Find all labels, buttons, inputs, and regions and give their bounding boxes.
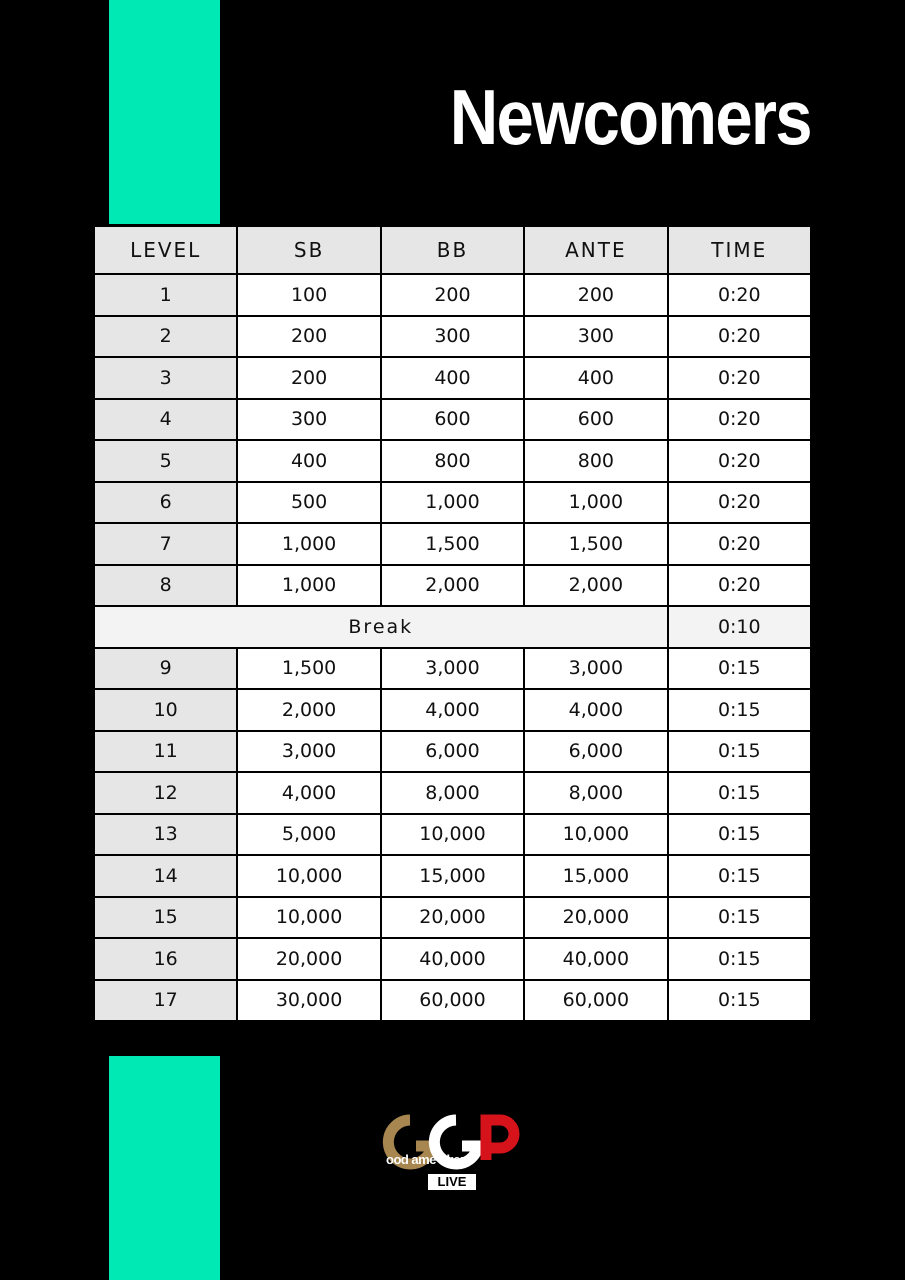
table-row [94,731,811,773]
ante-cell: 1,500 [524,523,667,565]
time-cell: 0:20 [668,482,811,524]
level-cell: 17 [94,980,237,1022]
table-row [94,855,811,897]
ante-cell: 6,000 [524,731,667,773]
break-row [94,606,811,648]
bb-cell: 300 [381,316,524,358]
level-cell: 6 [94,482,237,524]
table-row [94,316,811,358]
ante-cell: 200 [524,274,667,316]
level-cell: 7 [94,523,237,565]
header-ante: ANTE [524,226,667,274]
sb-cell: 4,000 [237,772,380,814]
logo-live-badge: LIVE [428,1174,476,1190]
ante-cell: 40,000 [524,938,667,980]
level-cell: 2 [94,316,237,358]
time-cell: 0:20 [668,274,811,316]
time-cell: 0:20 [668,399,811,441]
level-cell: 12 [94,772,237,814]
table-row [94,482,811,524]
logo-wordmark: ood ame oker [386,1152,465,1167]
level-cell: 8 [94,565,237,607]
time-cell: 0:15 [668,772,811,814]
time-cell: 0:20 [668,523,811,565]
table-row [94,399,811,441]
time-cell: 0:15 [668,731,811,773]
bb-cell: 400 [381,357,524,399]
sb-cell: 400 [237,440,380,482]
ante-cell: 600 [524,399,667,441]
time-cell: 0:20 [668,440,811,482]
ante-cell: 20,000 [524,897,667,939]
sb-cell: 1,000 [237,523,380,565]
table-row [94,772,811,814]
table-row [94,648,811,690]
ante-cell: 2,000 [524,565,667,607]
level-cell: 10 [94,689,237,731]
ante-cell: 60,000 [524,980,667,1022]
sb-cell: 200 [237,316,380,358]
header-time: TIME [668,226,811,274]
ante-cell: 4,000 [524,689,667,731]
bb-cell: 200 [381,274,524,316]
header-bb: BB [381,226,524,274]
sb-cell: 10,000 [237,897,380,939]
page-title: Newcomers [449,73,811,161]
ante-cell: 300 [524,316,667,358]
time-cell: 0:15 [668,648,811,690]
sb-cell: 500 [237,482,380,524]
level-cell: 3 [94,357,237,399]
time-cell: 0:15 [668,855,811,897]
bb-cell: 8,000 [381,772,524,814]
bb-cell: 600 [381,399,524,441]
level-cell: 16 [94,938,237,980]
level-cell: 4 [94,399,237,441]
ante-cell: 800 [524,440,667,482]
ante-cell: 1,000 [524,482,667,524]
bb-cell: 15,000 [381,855,524,897]
table-row [94,814,811,856]
time-cell: 0:15 [668,814,811,856]
level-cell: 13 [94,814,237,856]
break-time: 0:10 [668,606,811,648]
time-cell: 0:15 [668,689,811,731]
time-cell: 0:15 [668,897,811,939]
table-row [94,897,811,939]
table-row [94,440,811,482]
ante-cell: 400 [524,357,667,399]
table-row [94,274,811,316]
bb-cell: 800 [381,440,524,482]
level-cell: 5 [94,440,237,482]
sb-cell: 1,500 [237,648,380,690]
level-cell: 1 [94,274,237,316]
table-row [94,523,811,565]
table-row [94,980,811,1022]
bb-cell: 20,000 [381,897,524,939]
sb-cell: 3,000 [237,731,380,773]
bb-cell: 3,000 [381,648,524,690]
ante-cell: 15,000 [524,855,667,897]
table-body [94,274,811,1021]
bb-cell: 6,000 [381,731,524,773]
header-sb: SB [237,226,380,274]
table-row [94,357,811,399]
blind-structure-table [93,225,812,1022]
level-cell: 14 [94,855,237,897]
bb-cell: 10,000 [381,814,524,856]
ante-cell: 8,000 [524,772,667,814]
sb-cell: 30,000 [237,980,380,1022]
bb-cell: 60,000 [381,980,524,1022]
sb-cell: 10,000 [237,855,380,897]
sb-cell: 100 [237,274,380,316]
bb-cell: 2,000 [381,565,524,607]
level-cell: 9 [94,648,237,690]
time-cell: 0:20 [668,357,811,399]
sb-cell: 20,000 [237,938,380,980]
time-cell: 0:15 [668,938,811,980]
table-row [94,938,811,980]
sb-cell: 5,000 [237,814,380,856]
accent-bar-bottom [109,1056,220,1280]
sb-cell: 200 [237,357,380,399]
table-header-row [94,226,811,274]
table-row [94,689,811,731]
break-label: Break [94,606,668,648]
time-cell: 0:20 [668,565,811,607]
ante-cell: 10,000 [524,814,667,856]
time-cell: 0:15 [668,980,811,1022]
bb-cell: 40,000 [381,938,524,980]
time-cell: 0:20 [668,316,811,358]
ante-cell: 3,000 [524,648,667,690]
accent-bar-top [109,0,220,224]
header-level: LEVEL [94,226,237,274]
sb-cell: 300 [237,399,380,441]
bb-cell: 1,500 [381,523,524,565]
table-row [94,565,811,607]
sb-cell: 2,000 [237,689,380,731]
level-cell: 11 [94,731,237,773]
bb-cell: 1,000 [381,482,524,524]
sb-cell: 1,000 [237,565,380,607]
level-cell: 15 [94,897,237,939]
bb-cell: 4,000 [381,689,524,731]
